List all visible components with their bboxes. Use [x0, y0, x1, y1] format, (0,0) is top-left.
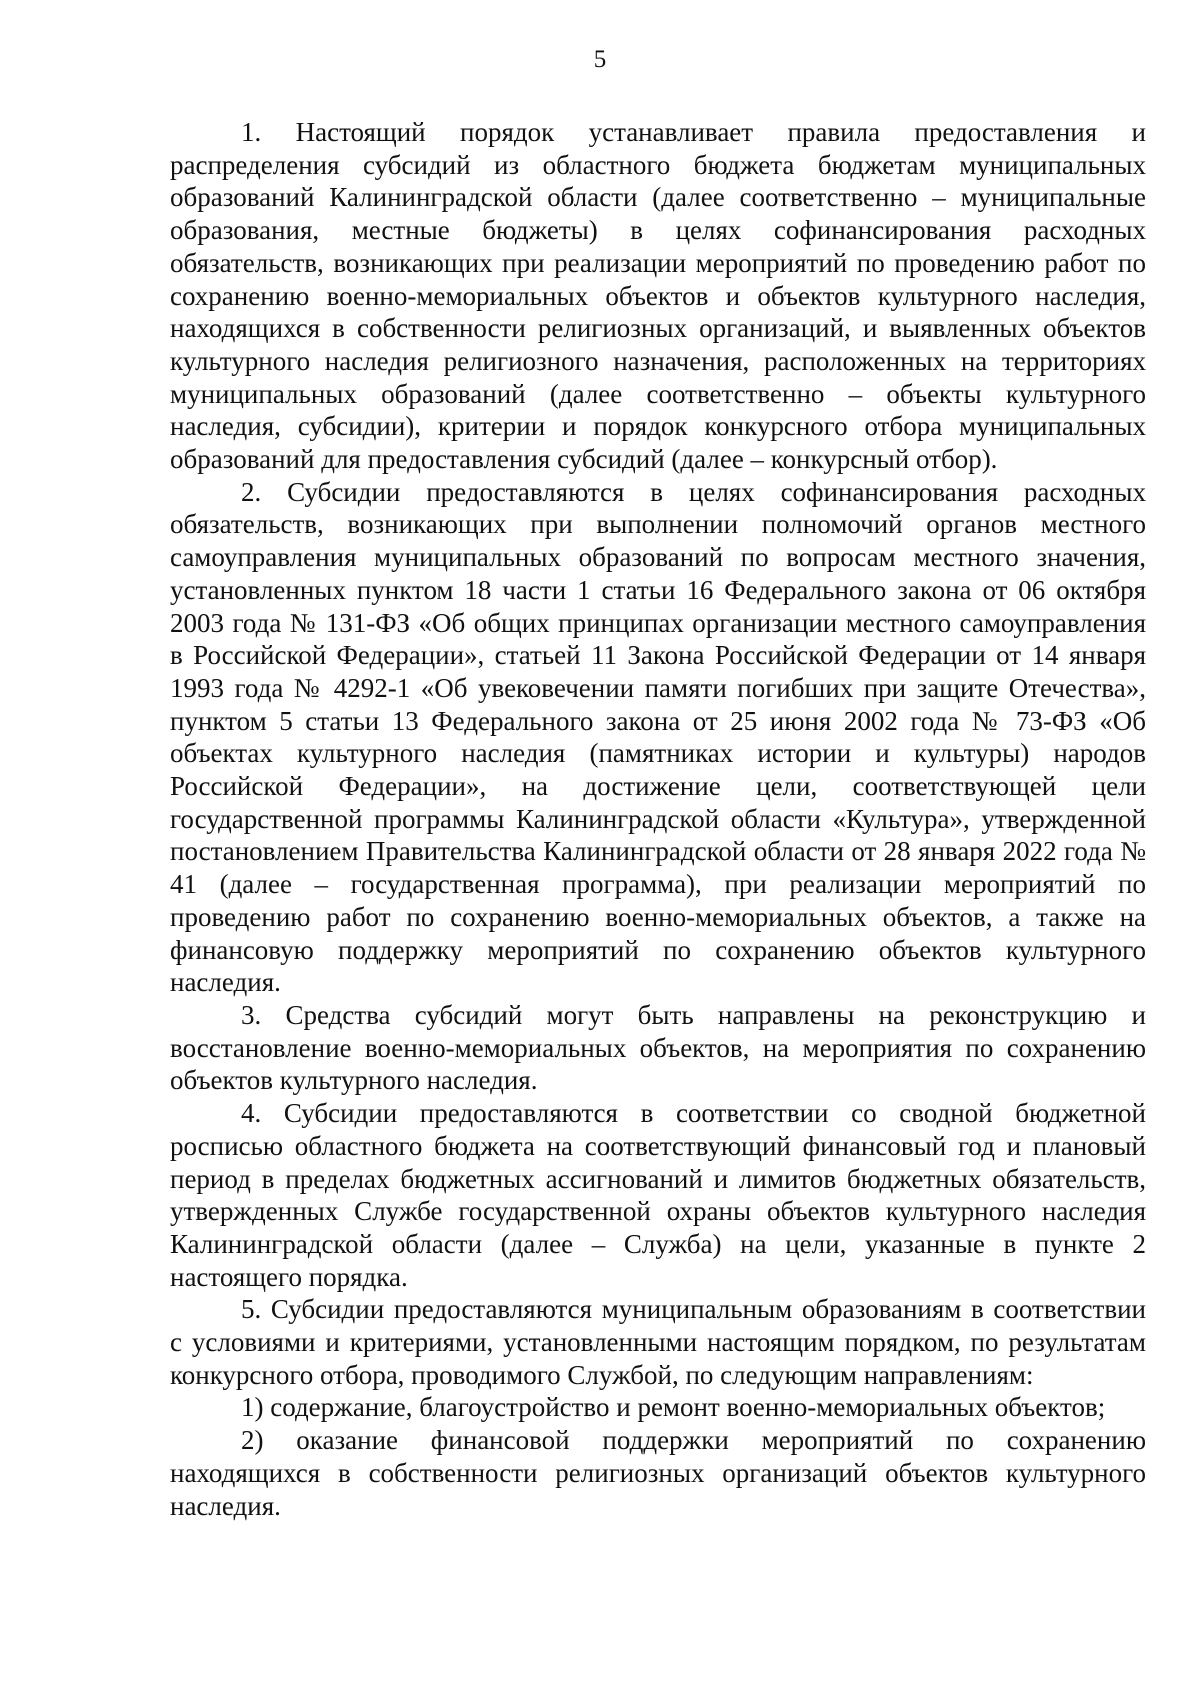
document-body [170, 116, 1146, 1522]
paragraph-5: 5. Субсидии предоставляются муниципальным образованиям в соответствии с условиями и критериями, установленными настоящим порядком, по результатам конкурсного отбора, проводимого Службой, по следующим направлениям: [170, 1294, 1146, 1390]
paragraph-2: 2. Субсидии предоставляются в целях софинансирования расходных обязательств, возникающих при выполнении полномочий органов местного самоуправления муниципальных образований по вопросам местного значения, установленных пунктом 18 части 1 статьи 16 Федерального закона от 06 октября 2003 года № 131-ФЗ «Об общих принципах организации местного самоуправления в Российской Федерации», статьей 11 Закона Российской Федерации от 14 января 1993 года № 4292-1 «Об увековечении памяти погибших при защите Отечества», пунктом 5 статьи 13 Федерального закона от 25 июня 2002 года № 73-ФЗ «Об объектах культурного наследия (памятниках истории и культуры) народов Российской Федерации», на достижение цели, соответствующей цели государственной программы Калининградской области «Культура», утвержденной постановлением Правительства Калининградской области от 28 января 2022 года № 41 (далее – государственная программа), при реализации мероприятий по проведению работ по сохранению военно-мемориальных объектов, а также на финансовую поддержку мероприятий по сохранению объектов культурного наследия. [170, 476, 1146, 998]
paragraph-3: 3. Средства субсидий могут быть направлены на реконструкцию и восстановление военно-мемориальных объектов, на мероприятия по сохранению объектов культурного наследия. [170, 999, 1146, 1096]
page-number: 5 [593, 46, 607, 73]
paragraph-1: 1. Настоящий порядок устанавливает правила предоставления и распределения субсидий из областного бюджета бюджетам муниципальных образований Калининградской области (далее соответственно – муниципальные образования, местные бюджеты) в целях софинансирования расходных обязательств, возникающих при реализации мероприятий по проведению работ по сохранению военно-мемориальных объектов и объектов культурного наследия, находящихся в собственности религиозных организаций, и выявленных объектов культурного наследия религиозного назначения, расположенных на территориях муниципальных образований (далее соответственно – объекты культурного наследия, субсидии), критерии и порядок конкурсного отбора муниципальных образований для предоставления субсидий (далее – конкурсный отбор). [170, 117, 1146, 475]
paragraph-4: 4. Субсидии предоставляются в соответствии со сводной бюджетной росписью областного бюджета на соответствующий финансовый год и плановый период в пределах бюджетных ассигнований и лимитов бюджетных обязательств, утвержденных Службе государственной охраны объектов культурного наследия Калининградской области (далее – Служба) на цели, указанные в пункте 2 настоящего порядка. [170, 1098, 1146, 1292]
list-item-2: 2) оказание финансовой поддержки мероприятий по сохранению находящихся в собственности религиозных организаций объектов культурного наследия. [170, 1425, 1146, 1521]
list-item-1: 1) содержание, благоустройство и ремонт военно-мемориальных объектов; [241, 1392, 1106, 1423]
